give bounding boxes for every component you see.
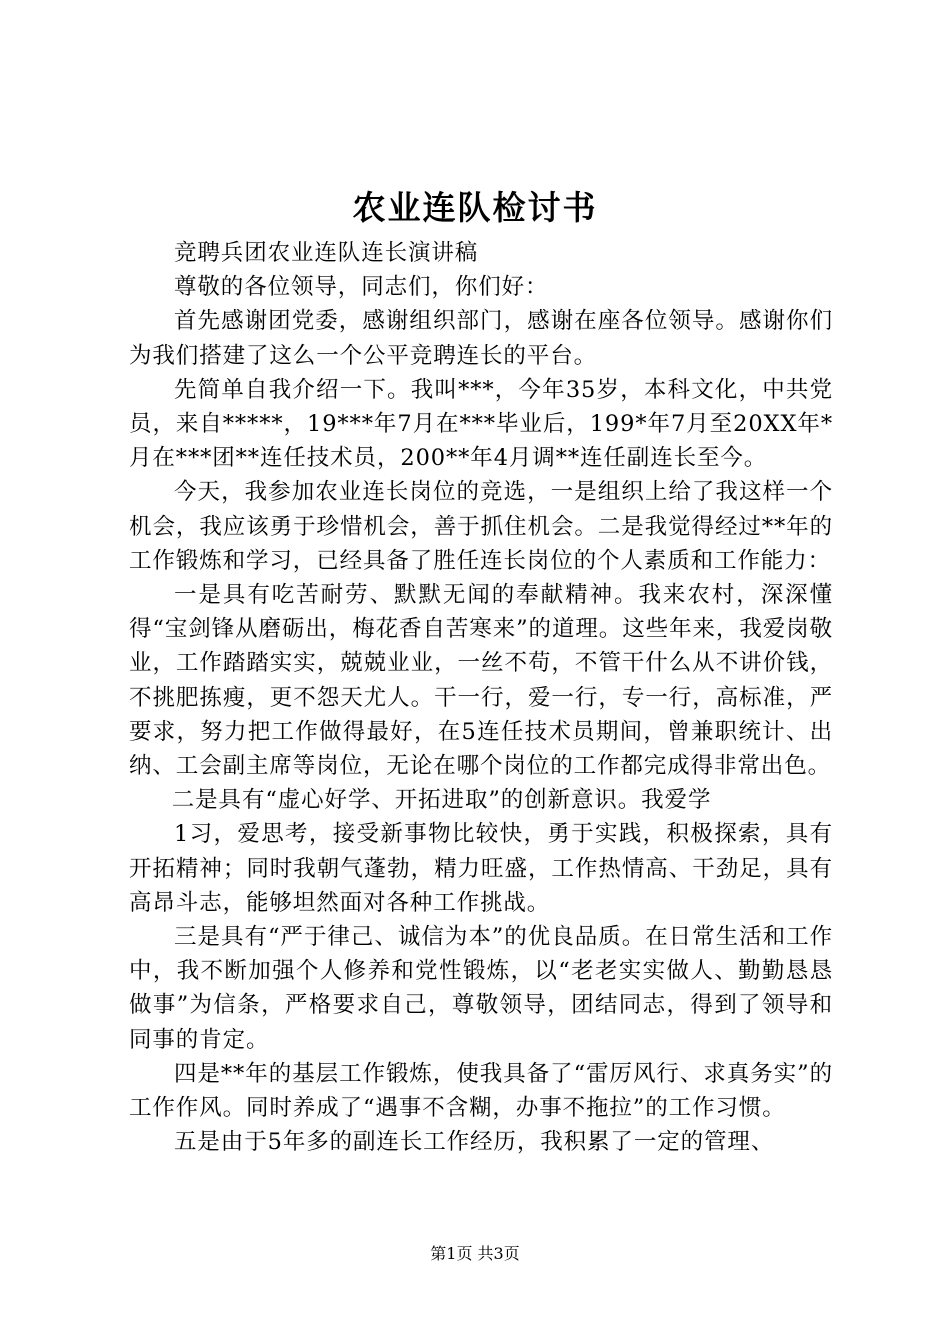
paragraph-point-one: 一是具有吃苦耐劳、默默无闻的奉献精神。我来农村，深深懂得“宝剑锋从磨砺出，梅花香自苦寒来”的道理。这些年来，我爱岗敬业，工作踏踏实实，兢兢业业，一丝不苟，不管干什么从不讲价钱，不挑肥拣瘦，更不怨天尤人。干一行，爱一行，专一行，高标准，严要求，努力把工作做得最好，在5连任技术员期间，曾兼职统计、出纳、工会副主席等岗位，无论在哪个岗位的工作都完成得非常出色。	[129, 582, 833, 780]
paragraph-thanks: 首先感谢团党委，感谢组织部门，感谢在座各位领导。感谢你们为我们搭建了这么一个公平竞聘连长的平台。	[129, 308, 833, 369]
paragraph-point-two: 二是具有“虚心好学、开拓进取”的创新意识。我爱学	[171, 787, 712, 814]
paragraph-subtitle: 竞聘兵团农业连队连长演讲稿	[174, 240, 479, 266]
document-body	[129, 236, 833, 1159]
paragraph-greeting: 尊敬的各位领导，同志们，你们好：	[174, 274, 549, 301]
paragraph-self-intro: 先简单自我介绍一下。我叫***，今年35岁，本科文化，中共党员，来自*****，19***年7月在***毕业后，199*年7月至20XX年*月在***团**连任技术员，200**年4月调**连任副连长至今。	[129, 376, 833, 472]
paragraph-reason: 今天，我参加农业连长岗位的竞选，一是组织上给了我这样一个机会，我应该勇于珍惜机会，善于抓住机会。二是我觉得经过**年的工作锻炼和学习，已经具备了胜任连长岗位的个人素质和工作能力：	[129, 479, 833, 574]
paragraph-point-two-continued: 1习，爱思考，接受新事物比较快，勇于实践，积极探索，具有开拓精神；同时我朝气蓬勃，精力旺盛，工作热情高、干劲足，具有高昂斗志，能够坦然面对各种工作挑战。	[129, 821, 833, 916]
paragraph-point-four: 四是**年的基层工作锻炼，使我具备了“雷厉风行、求真务实”的工作作风。同时养成了“遇事不含糊，办事不拖拉”的工作习惯。	[129, 1060, 833, 1122]
document-title: 农业连队检讨书	[352, 188, 598, 227]
paragraph-point-five: 五是由于5年多的副连长工作经历，我积累了一定的管理、	[174, 1129, 775, 1156]
paragraph-point-three: 三是具有“严于律己、诚信为本”的优良品质。在日常生活和工作中，我不断加强个人修养和党性锻炼，以“老老实实做人、勤勤恳恳做事”为信条，严格要求自己，尊敬领导，团结同志，得到了领导和同事的肯定。	[129, 924, 833, 1053]
page-number-footer: 第1页 共3页	[430, 1244, 520, 1263]
